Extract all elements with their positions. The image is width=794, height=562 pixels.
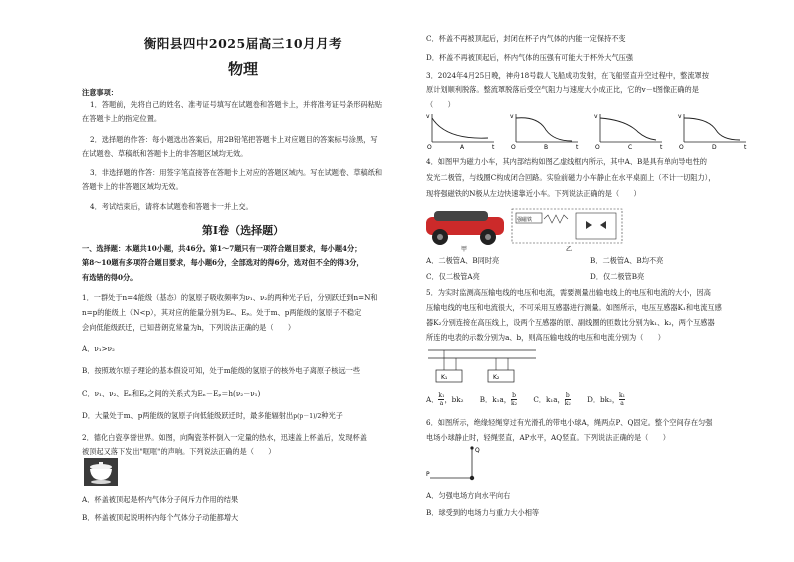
q6-option-b: B．球受到的电场力与重力大小相等 [426,508,540,517]
vt-origin-d: O [679,144,684,150]
vt-axis-v-b: v [510,113,514,120]
q2-line-1: 2．德化白瓷享誉世界。如图，向陶瓷茶杯倒入一定量的热水，迅速盖上杯盖后，发现杯盖 [82,433,367,442]
q5-transformer-figure [426,344,546,388]
vt-graph-d [678,113,747,150]
q4-option-d: D．仅二极管B亮 [590,272,645,281]
exam-title: 衡阳县四中2025届高三10月月考 [143,36,343,51]
vt-origin-a: O [427,144,432,150]
q4-option-c: C．仅二极管A亮 [426,272,480,281]
vt-label-c: C [628,144,633,150]
notes-heading: 注意事项： [82,88,118,97]
circuit-diagram [512,209,622,253]
q2-option-d: D．杯盖不再被顶起后，杯内气体的压强有可能大于杯外大气压强 [426,53,634,62]
vt-axis-v-d: v [678,113,682,120]
note-3b: 答题卡上的非答题区域均无效。 [82,182,183,191]
q2-option-c: C．杯盖不再被顶起后，封闭在杯子内气体的内能一定保持不变 [426,34,626,43]
q2-option-b: B．杯盖被顶起说明杯内每个气体分子动能都增大 [82,513,239,522]
q3-vt-graphs [426,112,752,150]
q5-option-c: C．k₁a， $\frac{b}{\text{k₂}}$ [533,392,571,407]
q5-option-a: A． $\frac{\text{k₁}}{a}$ ，bk₂ [426,392,464,407]
teacup-image [84,458,118,486]
q4-figure [426,203,626,253]
q3-line-2: 原计划顺利脱落。整流罩脱落后受空气阻力与速度大小成正比，它的v－t图像正确的是 [426,85,699,94]
q1-option-d-tail: 种光子 [321,411,343,420]
q5-option-d: D．bk₂， $\frac{\text{k₁}}{a}$ [587,392,626,407]
vt-axis-t-a: t [492,144,495,150]
vt-axis-t-c: t [660,144,663,150]
vt-graph-c [594,113,663,150]
point-p-label: P [426,471,430,478]
q3-line-3: （ ） [426,100,455,109]
q6-figure [426,444,546,492]
q6-line-1: 6．如图所示，绝缘轻绳穿过有光滑孔的带电小球A，绳两点P、Q固定。整个空间存在匀强 [426,418,713,427]
section-intro-2: 第8～10题有多项符合题目要求，每小题6分，全部选对的得6分，选对但不全的得3分， [82,258,364,267]
figure-label-yi: 乙 [566,246,573,253]
figure-label-jia: 甲 [461,246,468,253]
transformer-k1-label: K₁ [441,374,448,381]
circuit-box-label: 强磁铁 [517,217,533,223]
q1-option-d-text: D．大量处于m、p两能级的氢原子向低能级跃迁时，最多能辐射出 [82,411,294,420]
vt-origin-b: O [511,144,516,150]
vt-label-d: D [712,144,717,150]
q1-line-1: 1．一群处于n=4能级（基态）的氢原子吸收频率为ν₁、ν₂的两种光子后，分别跃迁到n=N和 [82,293,378,302]
vt-graph-a [426,113,495,150]
q1-line-3: 会向低能级跃迁，已知普朗克常量为h，下列说法正确的是（ ） [82,323,296,332]
q5-line-4: 所连的电表的示数分别为a、b，则高压输电线的电压和电流分别为（ ） [426,333,665,342]
q5-option-b: B．k₁a， $\frac{b}{\text{k₂}}$ [479,392,518,407]
q5-line-2: 压输电线的电压和电流很大，不可采用互感器进行测量。如图所示，电压互感器K₁和电流互感 [426,303,722,312]
q1-option-b: B．按照玻尔原子理论的基本假设可知，处于m能级的氢原子的核外电子离原子核远一些 [82,366,361,375]
section-intro-1: 一、选择题：本题共10小题，共46分。第1～7题只有一项符合题目要求，每小题4分； [82,244,362,253]
note-2a: 2．选择题的作答：每小题选出答案后，用2B铅笔把答题卡上对应题目的答案标号涂黑，写 [90,135,378,144]
vt-origin-c: O [595,144,600,150]
point-q-label: Q [475,447,480,454]
section-title: 第Ⅰ卷（选择题） [201,224,285,237]
vt-axis-v-c: v [594,113,598,120]
q6-line-2: 电场小球静止时，轻绳竖直，AP水平，AQ竖直。下列说法正确的是（ ） [426,433,670,442]
note-3a: 3．非选择题的作答：用签字笔直接答在答题卡上对应的答题区域内。写在试题卷、草稿纸和 [90,168,383,177]
q6-option-a: A．匀强电场方向水平向右 [426,491,511,500]
q1-option-d [82,411,343,421]
q5-line-3: 器K₂分别连接在高压线上，设两个互感器的原、副线圈的匝数比分别为k₁、k₂，两个互感器 [426,318,715,327]
q4-option-b: B．二极管A、B均不亮 [590,256,664,265]
note-2b: 在试题卷、草稿纸和答题卡上的非答题区域均无效。 [82,149,248,158]
magnet-car-image [426,211,504,253]
vt-label-b: B [544,144,549,150]
vt-graph-b [510,113,579,150]
q2-option-a: A．杯盖被顶起是杯内气体分子间斥力作用的结果 [82,495,239,504]
vt-axis-v-a: v [426,113,430,120]
note-4: 4．考试结束后，请将本试题卷和答题卡一并上交。 [90,202,253,211]
q2-line-2: 被顶起又落下发出"哐哐"的声响。下列说法正确的是（ ） [82,447,276,456]
note-1a: 1．答题前，先将自己的姓名、准考证号填写在试题卷和答题卡上，并将准考证号条形码粘贴 [90,100,383,109]
q1-option-a: A．ν₁>ν₂ [82,344,115,353]
vt-axis-t-b: t [576,144,579,150]
exam-subject: 物理 [227,60,258,78]
q4-line-2: 发光二极管，与线圈C构成闭合回路。实验前磁力小车静止在水平桌面上（不计一切阻力）， [426,173,716,182]
q4-line-1: 4．如图甲为磁力小车，其内部结构如图乙虚线框内所示，其中A、B是具有单向导电性的 [426,157,707,166]
q1-option-d-fraction: p(p－1)/2 [293,413,322,420]
q1-option-c: C．ν₁、ν₂、Eₙ和Eₚ之间的关系式为Eₙ－Eₚ＝h(ν₂－ν₁) [82,389,261,398]
q4-line-3: 现将强磁铁的N极从左边快速靠近小车。下列说法正确的是（ ） [426,189,641,198]
q5-line-1: 5．为实时监测高压输电线的电压和电流，需要测量出输电线上的电压和电流的大小，因高 [426,288,711,297]
vt-label-a: A [460,144,465,150]
note-1b: 在答题卡上的指定位置。 [82,114,162,123]
q3-line-1: 3．2024年4月25日晚，神舟18号载人飞船成功发射，在飞船竖直升空过程中，整流罩按 [426,71,709,80]
vt-axis-t-d: t [744,144,747,150]
q4-option-a: A．二极管A、B同时亮 [426,256,500,265]
transformer-k2-label: K₂ [493,374,500,381]
q1-line-2: n=p的能级上（N<p），其对应的能量分别为Eₙ、Eₚ。处于m、p两能级的氢原子不稳定 [82,308,362,317]
section-intro-3: 有选错的得0分。 [82,273,138,282]
q5-options [426,392,625,407]
